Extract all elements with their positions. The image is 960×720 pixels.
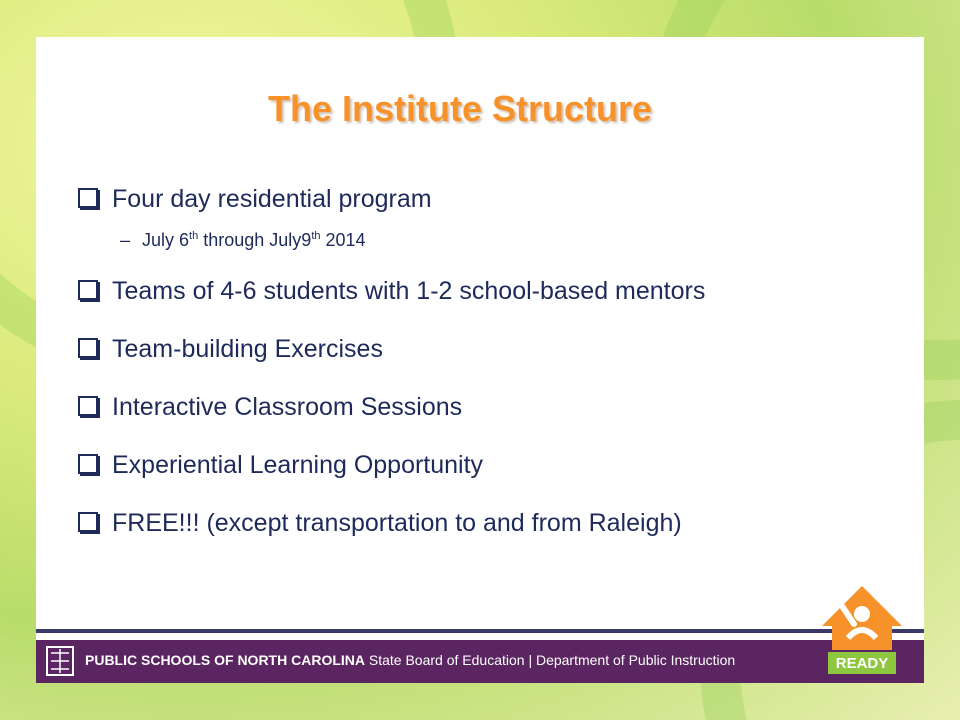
sub-bullet-text: July 6th through July9th 2014: [142, 229, 366, 250]
bullet-text: Four day residential program: [112, 184, 432, 213]
dash-marker: –: [120, 229, 131, 250]
checkbox-bullet-icon: [78, 338, 98, 358]
ready-logo-icon: [812, 578, 912, 678]
bullet-text: Interactive Classroom Sessions: [112, 392, 463, 421]
checkbox-bullet-icon: [78, 280, 98, 300]
bullet-item: [78, 378, 918, 436]
sub-bullet-item: [78, 218, 918, 262]
bullet-text: Team-building Exercises: [112, 334, 383, 363]
bullet-item: [78, 436, 918, 494]
slide-title: The Institute Structure: [267, 88, 653, 129]
nc-seal-icon: [45, 645, 75, 677]
footer-text: [85, 652, 735, 668]
bullet-text: FREE!!! (except transportation to and from Raleigh): [112, 508, 682, 537]
svg-text:READY: READY: [835, 655, 889, 672]
bullet-item: [78, 320, 918, 378]
checkbox-bullet-icon: [78, 512, 98, 532]
checkbox-bullet-icon: [78, 188, 98, 208]
footer-org: PUBLIC SCHOOLS OF NORTH CAROLINA: [85, 652, 365, 668]
footer-divider: [36, 629, 924, 633]
bullet-text: Teams of 4-6 students with 1-2 school-based mentors: [112, 276, 706, 305]
bullet-list: [78, 170, 918, 552]
checkbox-bullet-icon: [78, 396, 98, 416]
bullet-item: [78, 262, 918, 320]
footer-departments: State Board of Education | Department of Public Instruction: [365, 652, 736, 668]
bullet-item: [78, 494, 918, 552]
bullet-text: Experiential Learning Opportunity: [112, 450, 484, 479]
checkbox-bullet-icon: [78, 454, 98, 474]
